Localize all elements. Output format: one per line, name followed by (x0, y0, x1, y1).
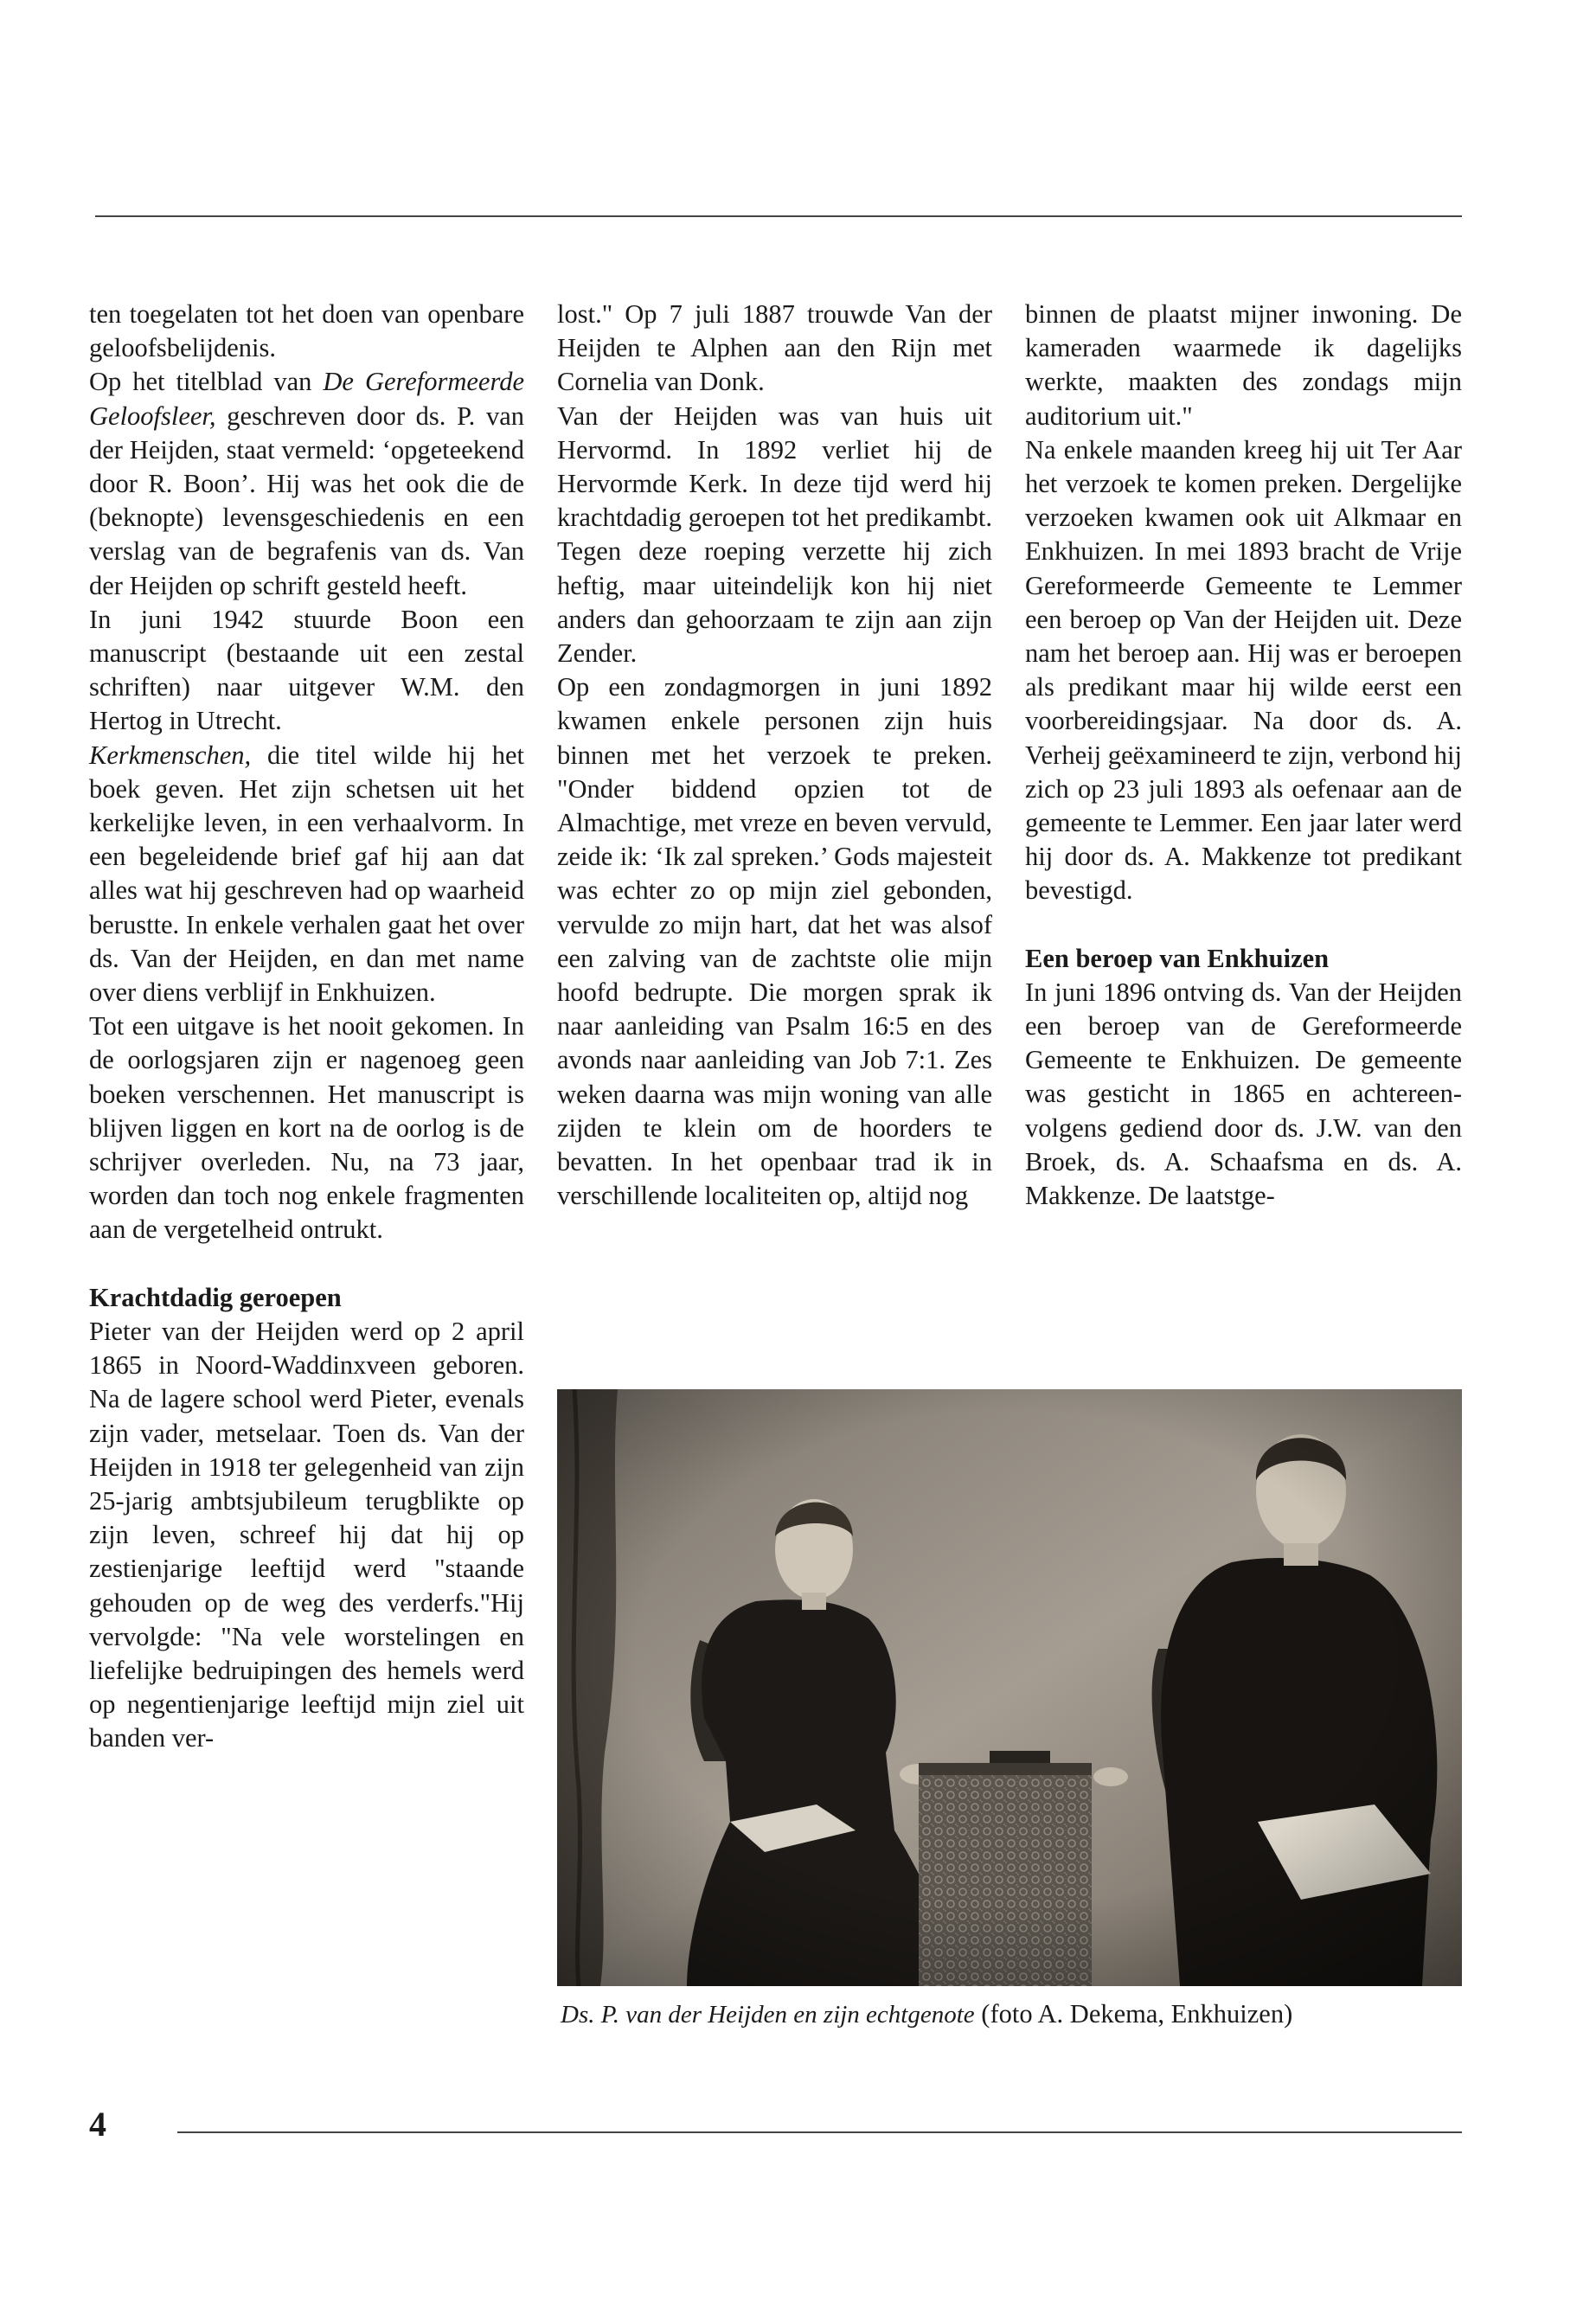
paragraph: Na enkele maanden kreeg hij uit Ter Aar het verzoek te komen preken. Dergelijke verzoeken kwamen ook uit Alkmaar en Enkhuizen. In mei 1893 bracht de Vrije Gereformeerde Gemeente te Lemmer een beroep op Van der Heijden uit. Deze nam het beroep aan. Hij was er beroepen als predikant maar hij wilde eerst een voorbereidingsjaar. Na door ds. A. Verheij geëxamineerd te zijn, verbond hij zich op 23 juli 1893 als oefenaar aan de gemeente te Lemmer. Een jaar later werd hij door ds. A. Makkenze tot predikant bevestigd. (1025, 434, 1462, 906)
top-rule (95, 215, 1462, 217)
paragraph: ten toegelaten tot het doen van openbare geloofsbelijdenis. (89, 299, 524, 363)
paragraph: lost." Op 7 juli 1887 trouwde Van der Heijden te Alphen aan den Rijn met Cornelia van Donk. (557, 299, 992, 397)
section-heading: Een beroep van Enkhuizen (1025, 943, 1330, 973)
paragraph: In juni 1896 ontving ds. Van der Heijden een beroep van de Gereformeerde Gemeente te Enkhuizen. De gemeente was gesticht in 1865 en achtereenvolgens gediend door ds. J.W. van den Broek, ds. A. Schaafsma en ds. A. Makkenze. De laatstge- (1025, 977, 1462, 1211)
photo-caption (561, 1997, 1292, 2032)
paragraph: Op een zondagmorgen in juni 1892 kwamen enkele personen zijn huis binnen met het verzoek te preken. "Onder biddend opzien tot de Almachtige, met vreze en beven vervuld, zeide ik: ‘Ik zal spreken.’ Gods majesteit was echter zo op mijn ziel gebonden, vervulde zo mijn hart, dat het was alsof een zalving van de zachtste olie mijn hoofd bedrupte. Die morgen sprak ik naar aanleiding van Psalm 16:5 en des avonds naar aanleiding van Job 7:1. Zes weken daarna was mijn woning van alle zijden te klein om de hoorders te bevatten. In het openbaar trad ik in verschillende localiteiten op, altijd nog (557, 672, 992, 1211)
historical-photo (557, 1389, 1462, 1986)
paragraph-text: Op het titelblad van (89, 367, 324, 397)
book-title: Kerkmenschen, (89, 740, 252, 770)
text-column-2 (557, 298, 992, 1213)
caption-credit: (foto A. Dekema, Enkhuizen) (974, 1999, 1293, 2029)
paragraph (89, 739, 524, 1010)
paragraph: binnen de plaatst mijner inwoning. De kameraden waarmede ik dagelijks werkte, maakten des zondags mijn auditorium uit." (1025, 299, 1462, 431)
paragraph: Pieter van der Heijden werd op 2 april 1865 in Noord-Waddinxveen geboren. Na de lagere school werd Pieter, evenals zijn vader, metselaar. Toen ds. Van der Heijden in 1918 ter gelegenheid van zijn 25-jarig ambtsjubileum terugblikte op zijn leven, schreef hij dat hij op zestienjarige leeftijd werd "staande gehouden op de weg des verderfs."Hij vervolgde: "Na vele worstelingen en liefelijke bedruipingen des hemels werd op negentienjarige leeftijd mijn ziel uit banden ver- (89, 1316, 524, 1753)
paragraph: Van der Heijden was van huis uit Hervormd. In 1892 verliet hij de Hervormde Kerk. In deze tijd werd hij krachtdadig geroepen tot het predikambt. Tegen deze roeping verzette hij zich heftig, maar uiteindelijk kon hij niet anders dan gehoorzaam te zijn aan zijn Zender. (557, 401, 992, 669)
paragraph-text: geschreven door ds. P. van der Heijden, staat vermeld: ‘opgeteekend door R. Boon’. Hij was het ook die de (beknopte) levensgeschiedenis en een verslag van de begrafenis van ds. Van der Heijden op schrift gesteld heeft. (89, 401, 524, 600)
paragraph: In juni 1942 stuurde Boon een manuscript (bestaande uit een zestal schriften) naar uitgever W.M. den Hertog in Utrecht. (89, 604, 524, 736)
bottom-rule (177, 2131, 1462, 2133)
paragraph-text: die titel wilde hij het boek geven. Het zijn schetsen uit het kerkelijke leven, in een verhaalvorm. In een begeleidende brief gaf hij aan dat alles wat hij geschreven had op waarheid berustte. In enkele verhalen gaat het over ds. Van der Heijden, en dan met name over diens verblijf in Enkhuizen. (89, 740, 524, 1008)
section-heading: Krachtdadig geroepen (89, 1282, 342, 1312)
page-number: 4 (89, 2105, 106, 2144)
text-column-3 (1025, 298, 1462, 1213)
paragraph (89, 365, 524, 602)
text-column-1 (89, 298, 524, 1756)
caption-title: Ds. P. van der Heijden en zijn echtgenote (561, 2001, 975, 2029)
paragraph: Tot een uitgave is het nooit gekomen. In de oorlogsjaren zijn er nagenoeg geen boeken verschennen. Het manuscript is blijven liggen en kort na de oorlog is de schrijver overleden. Nu, na 73 jaar, worden dan toch nog enkele fragmenten aan de vergetelheid ontrukt. (89, 1011, 524, 1245)
book-title: De Gereformeerde Geloofsleer, (89, 367, 524, 431)
photo-illustration (557, 1389, 1462, 1986)
